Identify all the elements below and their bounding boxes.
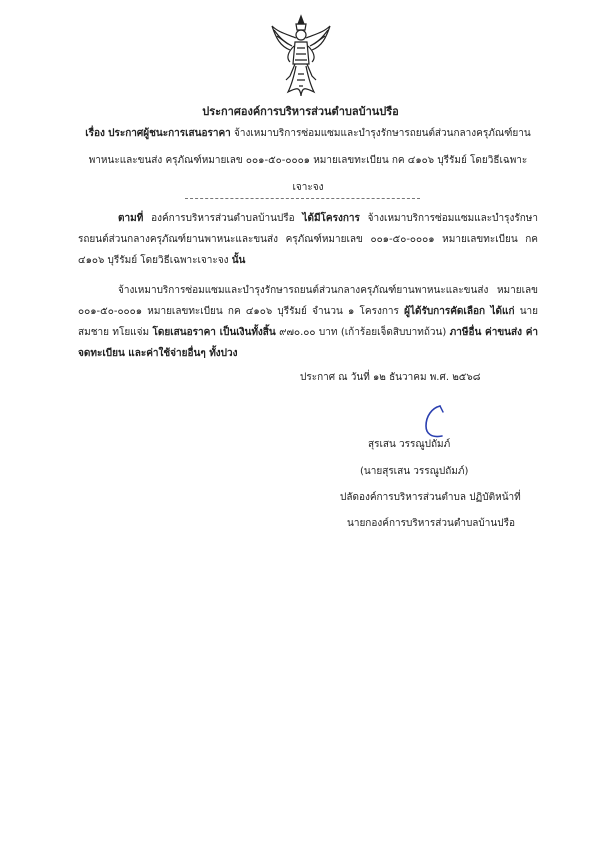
signer-name: สุรเสน วรรณูปถัมภ์ [368, 439, 451, 450]
divider [185, 198, 420, 199]
paragraph-1 [78, 208, 538, 271]
subject-label: เรื่อง [85, 128, 105, 139]
subject [78, 120, 538, 201]
garuda-emblem-icon [268, 14, 334, 100]
signer-acting-position: นายกองค์การบริหารส่วนตำบลบ้านปรือ [347, 518, 515, 529]
subject-heading: ประกาศผู้ชนะการเสนอราคา [108, 128, 231, 139]
p1-text-1: องค์การบริหารส่วนตำบลบ้านปรือ [151, 213, 295, 224]
p1-bold-1: ได้มีโครงการ [302, 213, 360, 224]
signer-full-name: (นายสุรเสน วรรณูปถัมภ์) [360, 466, 469, 477]
paragraph-2 [78, 280, 538, 364]
p1-lead: ตามที่ [118, 213, 144, 224]
p2-text-1: จ้างเหมาบริการซ่อมแซมและบำรุงรักษารถยนต์ส่วนกลางครุภัณฑ์ยานพาหนะและขนส่ง หมายเลข ๐๐๑-๕๐-๐๐๐๑ หมายเลขทะเบียน กค ๔๑๐๖ บุรีรัมย์ จำนวน ๑ โครงการ [78, 285, 538, 317]
subject-text: จ้างเหมาบริการซ่อมแซมและบำรุงรักษารถยนต์ส่วนกลางครุภัณฑ์ยานพาหนะและขนส่ง ครุภัณฑ์หมายเลข ๐๐๑-๕๐-๐๐๐๑ หมายเลขทะเบียน กค ๔๑๐๖ บุรีรัมย์ โดยวิธีเฉพาะเจาะจง [88, 128, 531, 193]
p2-bold-3: ภาษีอื่น ค่าขนส่ง ค่าจดทะเบียน และค่าใช้จ่ายอื่นๆ ทั้งปวง [78, 327, 538, 359]
p2-bold-1: ผู้ได้รับการคัดเลือก ได้แก่ [404, 306, 515, 317]
signer-position: ปลัดองค์การบริหารส่วนตำบล ปฏิบัติหน้าที่ [340, 492, 521, 503]
page-title: ประกาศองค์การบริหารส่วนตำบลบ้านปรือ [202, 105, 399, 118]
p2-bold-2: โดยเสนอราคา เป็นเงินทั้งสิ้น [152, 327, 276, 338]
announcement-date: ประกาศ ณ วันที่ ๑๒ ธันวาคม พ.ศ. ๒๕๖๘ [300, 372, 481, 383]
p1-text-2: จ้างเหมาบริการซ่อมแซมและบำรุงรักษารถยนต์ส่วนกลางครุภัณฑ์ยานพาหนะและขนส่ง ครุภัณฑ์หมายเลข ๐๐๑-๕๐-๐๐๐๑ หมายเลขทะเบียน กค ๔๑๐๖ บุรีรัมย์ โดยวิธีเฉพาะเจาะจง [78, 213, 539, 266]
p2-text-2: นายสมชาย ทโยแจ่ม [78, 306, 539, 338]
p1-tail: นั้น [231, 255, 246, 266]
p2-text-3: ๙๗๐.๐๐ บาท (เก้าร้อยเจ็ดสิบบาทถ้วน) [279, 327, 447, 338]
